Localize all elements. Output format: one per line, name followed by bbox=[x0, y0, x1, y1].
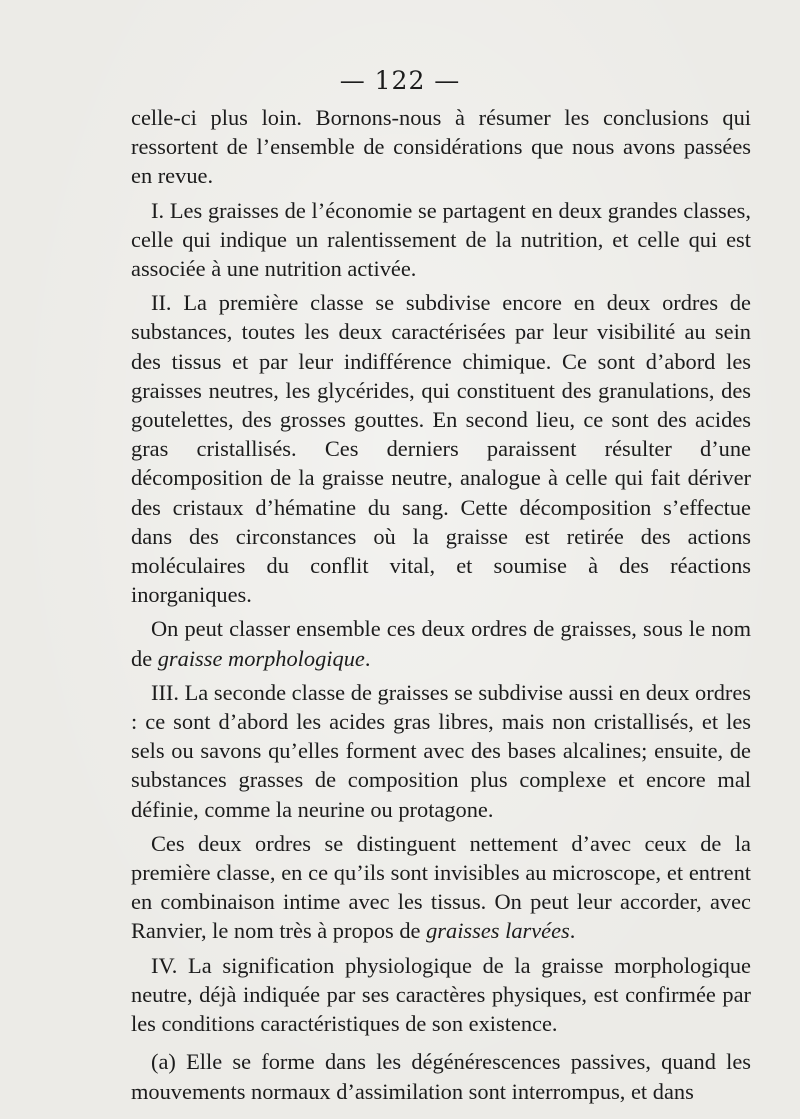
body-text bbox=[131, 103, 751, 1106]
paragraph-6-end: . bbox=[569, 918, 576, 944]
paragraph-8: (a) Elle se forme dans les dégénérescences passives, quand les mouvements normaux d’assimilation sont interrompus, et dans bbox=[131, 1049, 751, 1104]
paragraph-6 bbox=[131, 829, 751, 946]
paragraph-1: celle-ci plus loin. Bornons-nous à résumer les conclusions qui ressortent de l’ensemble de considérations que nous avons passées en revue. bbox=[131, 105, 751, 189]
paragraph-7: IV. La signification physiologique de la graisse morphologique neutre, déjà indiquée par ses caractères physiques, est confirmée par les conditions caractéristiques de son existence. bbox=[131, 952, 751, 1037]
page-number: — 122 — bbox=[339, 66, 461, 95]
paragraph-4-text: On peut classer ensemble ces deux ordres de graisses, sous le nom de bbox=[131, 616, 751, 671]
paragraph-4-end: . bbox=[364, 645, 371, 671]
term-graisses-larvees: graisses larvées bbox=[426, 918, 570, 944]
paragraph-6-text: Ces deux ordres se distinguent nettement d’avec ceux de la première classe, en ce qu’ils sont invisibles au microscope, et entrent en combinaison intime avec les tissus. On peut leur accorder, avec Ranvier, le nom très à propos de bbox=[131, 830, 751, 944]
paragraph-2: I. Les graisses de l’économie se partagent en deux grandes classes, celle qui indique un ralentissement de la nutrition, et celle qui est associée à une nutrition activée. bbox=[131, 197, 751, 282]
paragraph-5: III. La seconde classe de graisses se subdivise aussi en deux ordres : ce sont d’abord les acides gras libres, mais non cristallisés, et les sels ou savons qu’elles forment avec des bases alcalines; ensuite, de substances grasses de composition plus complexe et encore mal définie, comme la neurine ou protagone. bbox=[131, 679, 751, 822]
term-graisse-morphologique: graisse morphologique bbox=[157, 645, 365, 671]
paragraph-4 bbox=[131, 614, 751, 672]
paragraph-3: II. La première classe se subdivise encore en deux ordres de substances, toutes les deux caractérisées par leur visibilité au sein des tissus et par leur indifférence chimique. Ce sont d’abord les graisses neutres, les glycérides, qui constituent des granulations, des goutelettes, des grosses gouttes. En second lieu, ce sont des acides gras cristallisés. Ces derniers paraissent résulter d’une décomposition de la graisse neutre, analogue à celle qui fait dériver des cristaux d’hématine du sang. Cette décomposition s’effectue dans des circonstances où la graisse est retirée des actions moléculaires du conflit vital, et soumise à des réactions inorganiques. bbox=[131, 290, 751, 608]
